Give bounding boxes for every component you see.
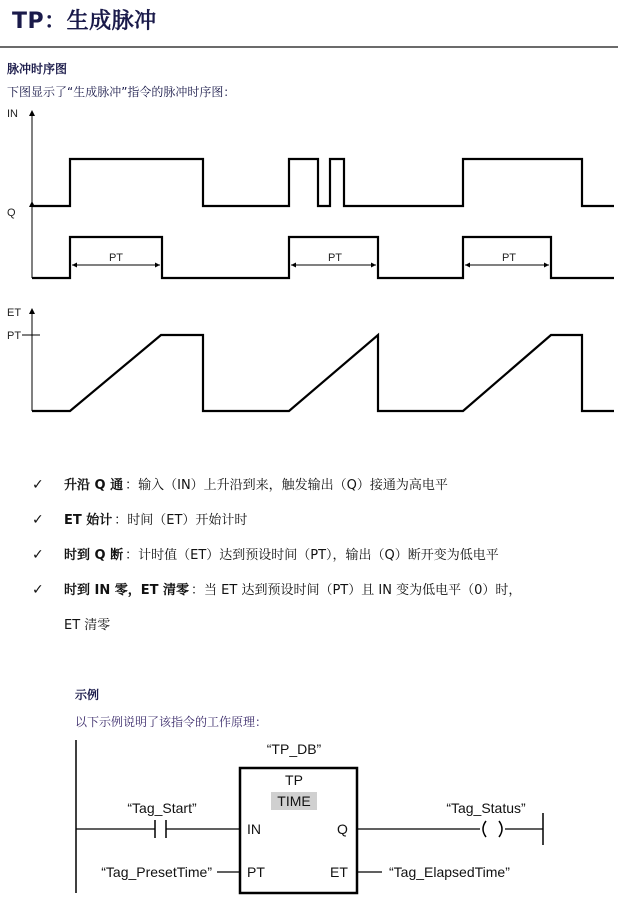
pt-span-2 [291, 252, 376, 268]
bullet-continuation: ET 清零 [64, 618, 111, 633]
ladder-diagram [0, 730, 623, 901]
block-name: TP [285, 772, 303, 788]
in-axis-label: IN [7, 108, 18, 120]
bullet-item: ✓ 时到 Q 断 ：计时值（ET）达到预设时间（PT），输出（Q）断开变为低电平 [32, 547, 499, 563]
coil-tag: “Tag_Status” [446, 800, 526, 816]
preset-tag: “Tag_PresetTime” [101, 864, 212, 880]
q-axis-label: Q [7, 207, 16, 219]
bullet-item: ✓ 升沿 Q 通 ：输入（IN）上升沿到来，触发输出（Q）接通为高电平 [32, 477, 448, 493]
pulse-timing-diagram [0, 100, 623, 430]
title-divider [0, 46, 618, 48]
no-contact-icon [155, 820, 166, 838]
et-axis-label: ET [7, 307, 22, 319]
svg-text:PT: PT [108, 252, 124, 264]
page-title: TP：生成脉冲 [12, 9, 157, 34]
instance-db-label: “TP_DB” [266, 741, 322, 757]
check-icon: ✓ [32, 547, 44, 563]
example-description: 以下示例说明了该指令的工作原理： [75, 715, 268, 729]
check-icon: ✓ [32, 582, 44, 598]
et-waveform [32, 335, 614, 411]
bullet-item: ✓ 时到 IN 零，ET 清零 ：当 ET 达到预设时间（PT）且 IN 变为低电平（0）时， [32, 582, 522, 598]
check-icon: ✓ [32, 477, 44, 493]
pt-span-1 [72, 252, 160, 268]
section-description: 下图显示了“生成脉冲”指令的脉冲时序图： [7, 85, 236, 99]
contact-tag: “Tag_Start” [127, 800, 197, 816]
block-type: TIME [277, 793, 311, 809]
pin-et: ET [330, 864, 348, 880]
check-icon: ✓ [32, 512, 44, 528]
pin-q: Q [337, 821, 348, 837]
svg-text:PT: PT [501, 252, 517, 264]
et-pt-level-label: PT [7, 330, 22, 342]
bullet-item: ✓ ET 始计 ：时间（ET）开始计时 [32, 512, 248, 528]
svg-text:PT: PT [327, 252, 343, 264]
in-waveform [32, 159, 614, 206]
coil-icon [483, 821, 502, 837]
pin-in: IN [247, 821, 261, 837]
pin-pt: PT [247, 864, 265, 880]
section-title: 脉冲时序图 [7, 62, 68, 76]
elapsed-tag: “Tag_ElapsedTime” [389, 864, 510, 880]
pt-span-3 [465, 252, 549, 268]
example-title: 示例 [75, 688, 100, 702]
